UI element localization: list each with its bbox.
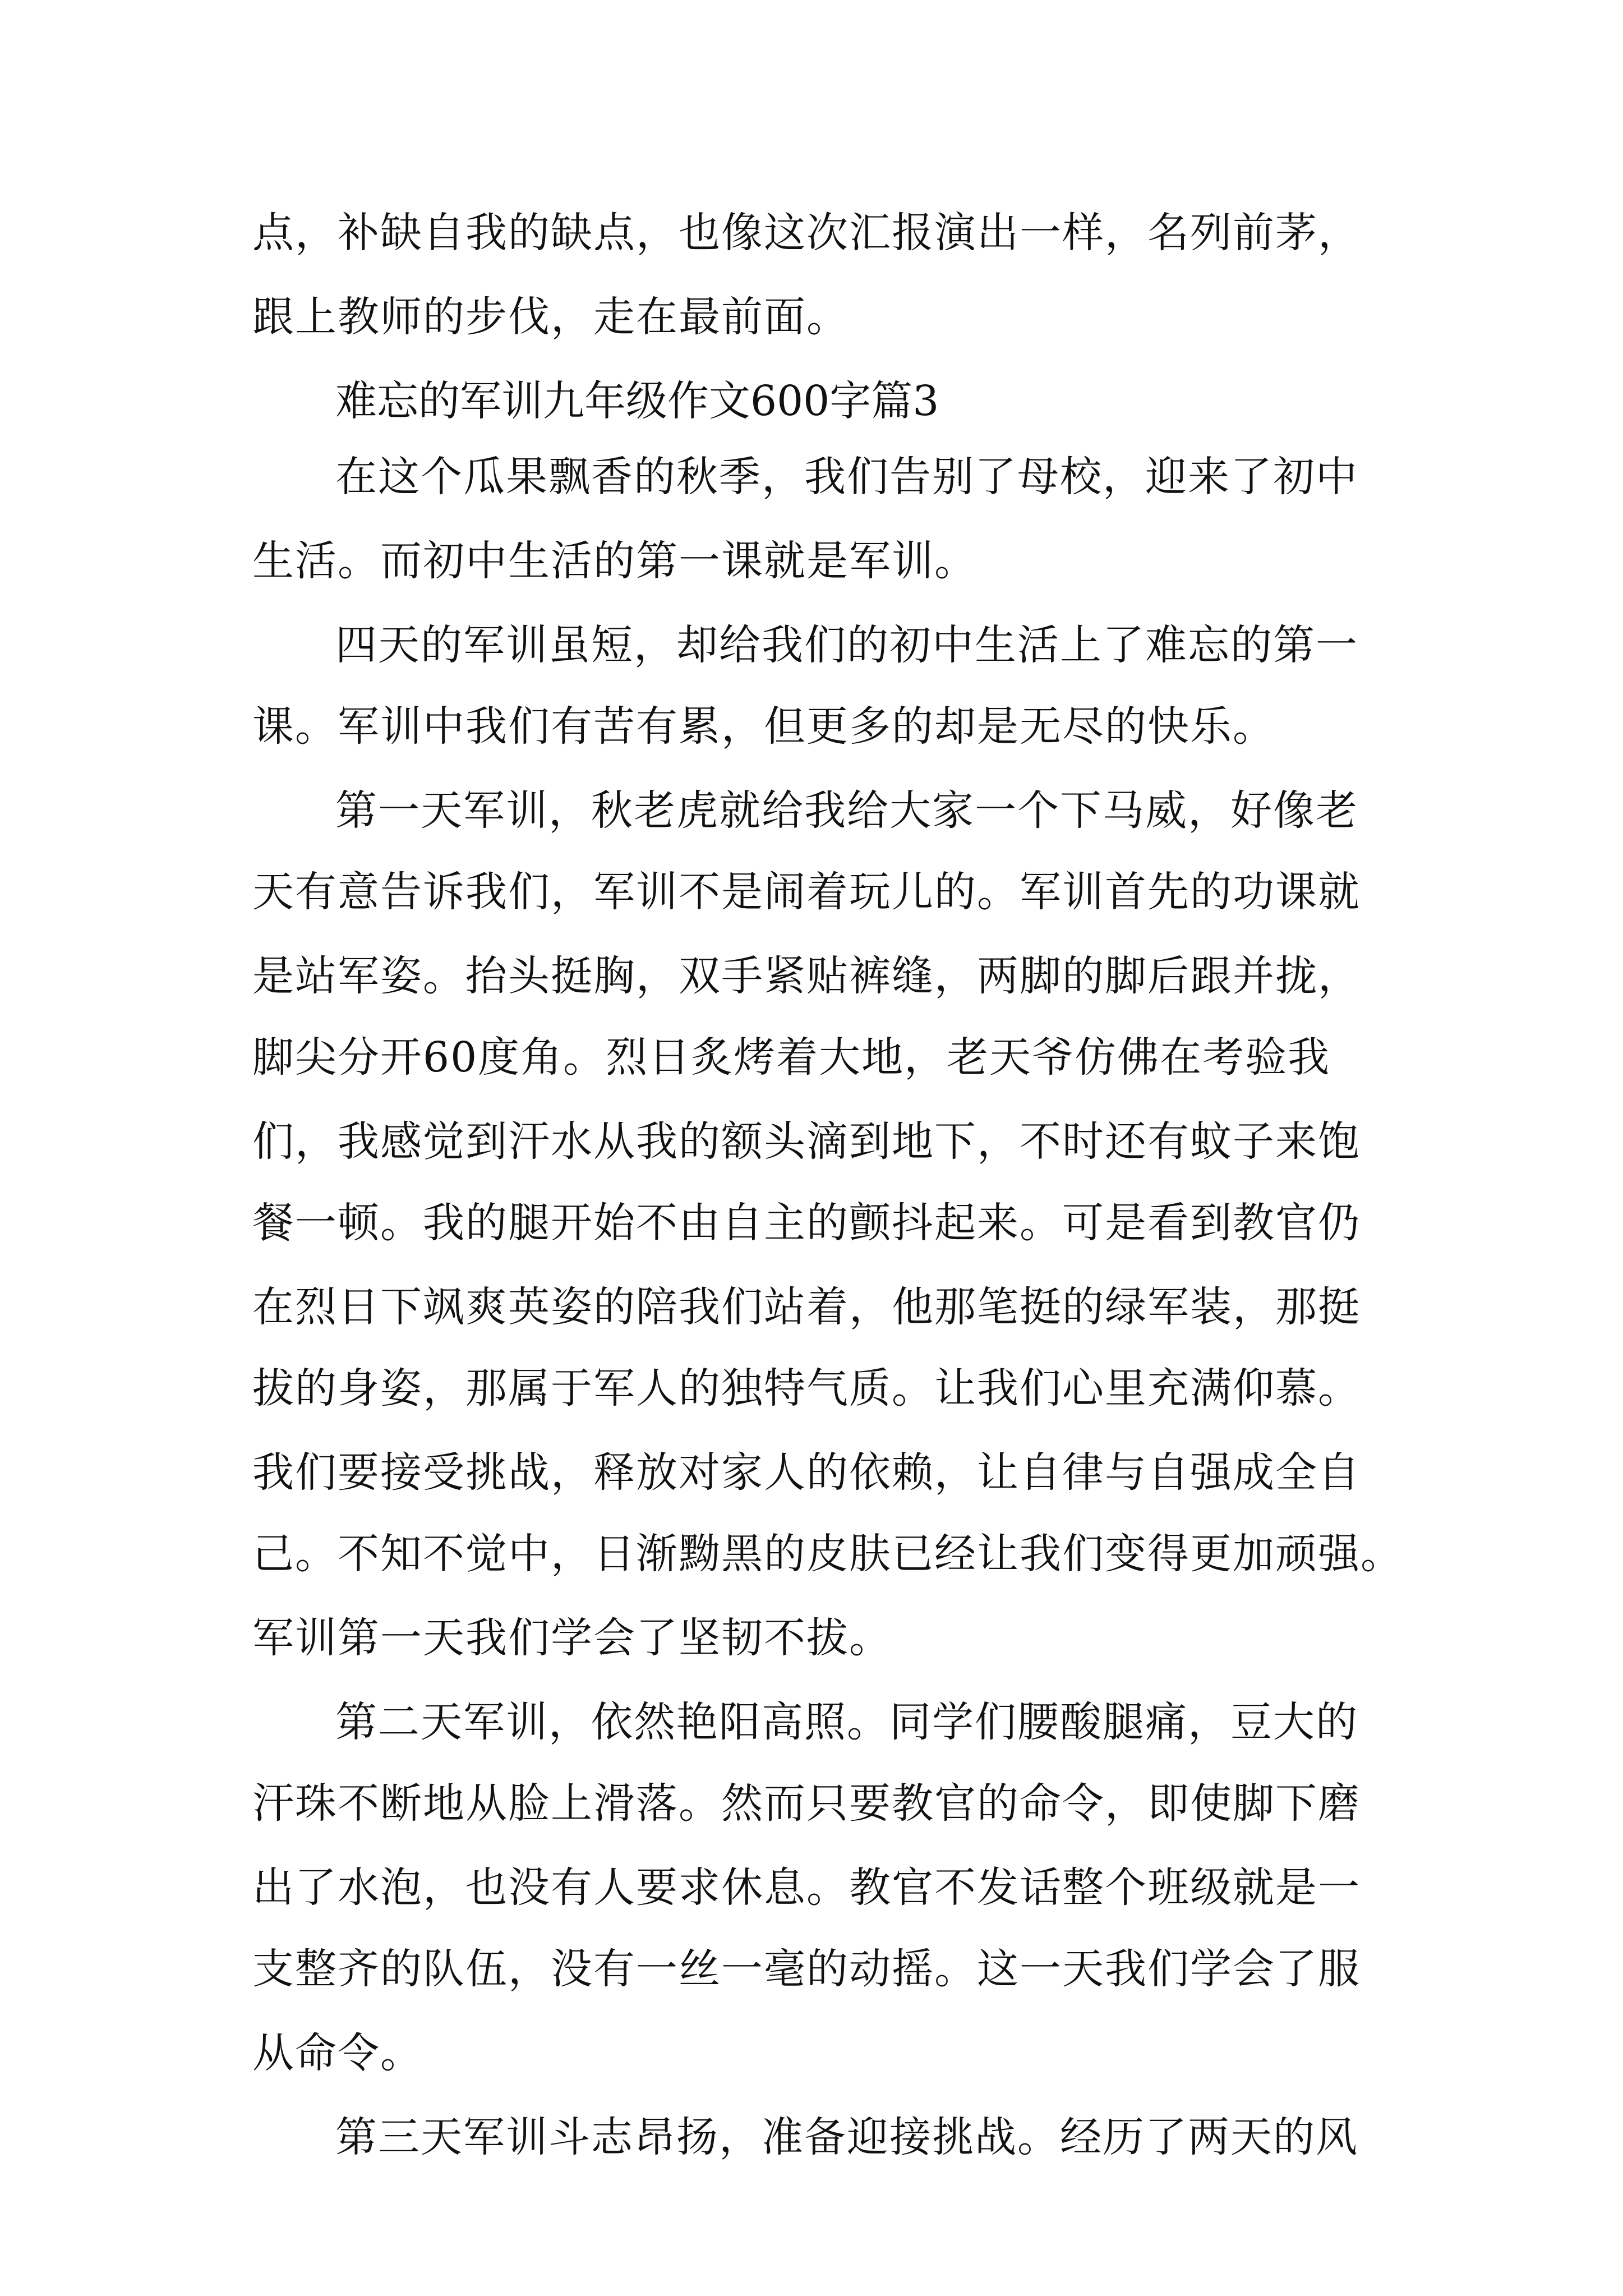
section-heading: 难忘的军训九年级作文600字篇3 [335, 377, 939, 425]
text-line: 们，我感觉到汗水从我的额头滴到地下，不时还有蚊子来饱 [252, 1117, 1361, 1166]
text-line: 是站军姿。抬头挺胸，双手紧贴裤缝，两脚的脚后跟并拢， [252, 952, 1361, 1000]
text-line: 我们要接受挑战，释放对家人的依赖，让自律与自强成全自 [252, 1448, 1361, 1497]
text-line: 天有意告诉我们，军训不是闹着玩儿的。军训首先的功课就 [252, 868, 1361, 916]
text-line: 拔的身姿，那属于军人的独特气质。让我们心里充满仰慕。 [252, 1364, 1361, 1412]
text-line: 跟上教师的步伐，走在最前面。 [252, 293, 849, 341]
text-line: 在烈日下飒爽英姿的陪我们站着，他那笔挺的绿军装，那挺 [252, 1283, 1361, 1331]
text-line: 从命令。 [252, 2029, 423, 2077]
text-line: 第二天军训，依然艳阳高照。同学们腰酸腿痛，豆大的 [335, 1698, 1358, 1746]
text-line: 第一天军训，秋老虎就给我给大家一个下马威，好像老 [335, 786, 1358, 835]
text-line: 出了水泡，也没有人要求休息。教官不发话整个班级就是一 [252, 1864, 1361, 1912]
text-line: 支整齐的队伍，没有一丝一毫的动摇。这一天我们学会了服 [252, 1945, 1361, 1993]
text-line: 军训第一天我们学会了坚韧不拔。 [252, 1614, 892, 1662]
text-line: 餐一顿。我的腿开始不由自主的颤抖起来。可是看到教官仍 [252, 1199, 1361, 1247]
text-line: 己。不知不觉中，日渐黝黑的皮肤已经让我们变得更加顽强。 [252, 1530, 1403, 1578]
text-line: 生活。而初中生活的第一课就是军训。 [252, 537, 977, 585]
text-line: 点，补缺自我的缺点，也像这次汇报演出一样，名列前茅， [252, 209, 1361, 257]
text-line: 汗珠不断地从脸上滑落。然而只要教官的命令，即使脚下磨 [252, 1779, 1361, 1828]
text-line: 第三天军训斗志昂扬，准备迎接挑战。经历了两天的风 [335, 2113, 1358, 2161]
text-line: 四天的军训虽短，却给我们的初中生活上了难忘的第一 [335, 621, 1358, 669]
text-line: 课。军训中我们有苦有累，但更多的却是无尽的快乐。 [252, 702, 1275, 751]
text-line: 脚尖分开60度角。烈日炙烤着大地，老天爷仿佛在考验我 [252, 1033, 1331, 1082]
text-line: 在这个瓜果飘香的秋季，我们告别了母校，迎来了初中 [335, 453, 1358, 501]
